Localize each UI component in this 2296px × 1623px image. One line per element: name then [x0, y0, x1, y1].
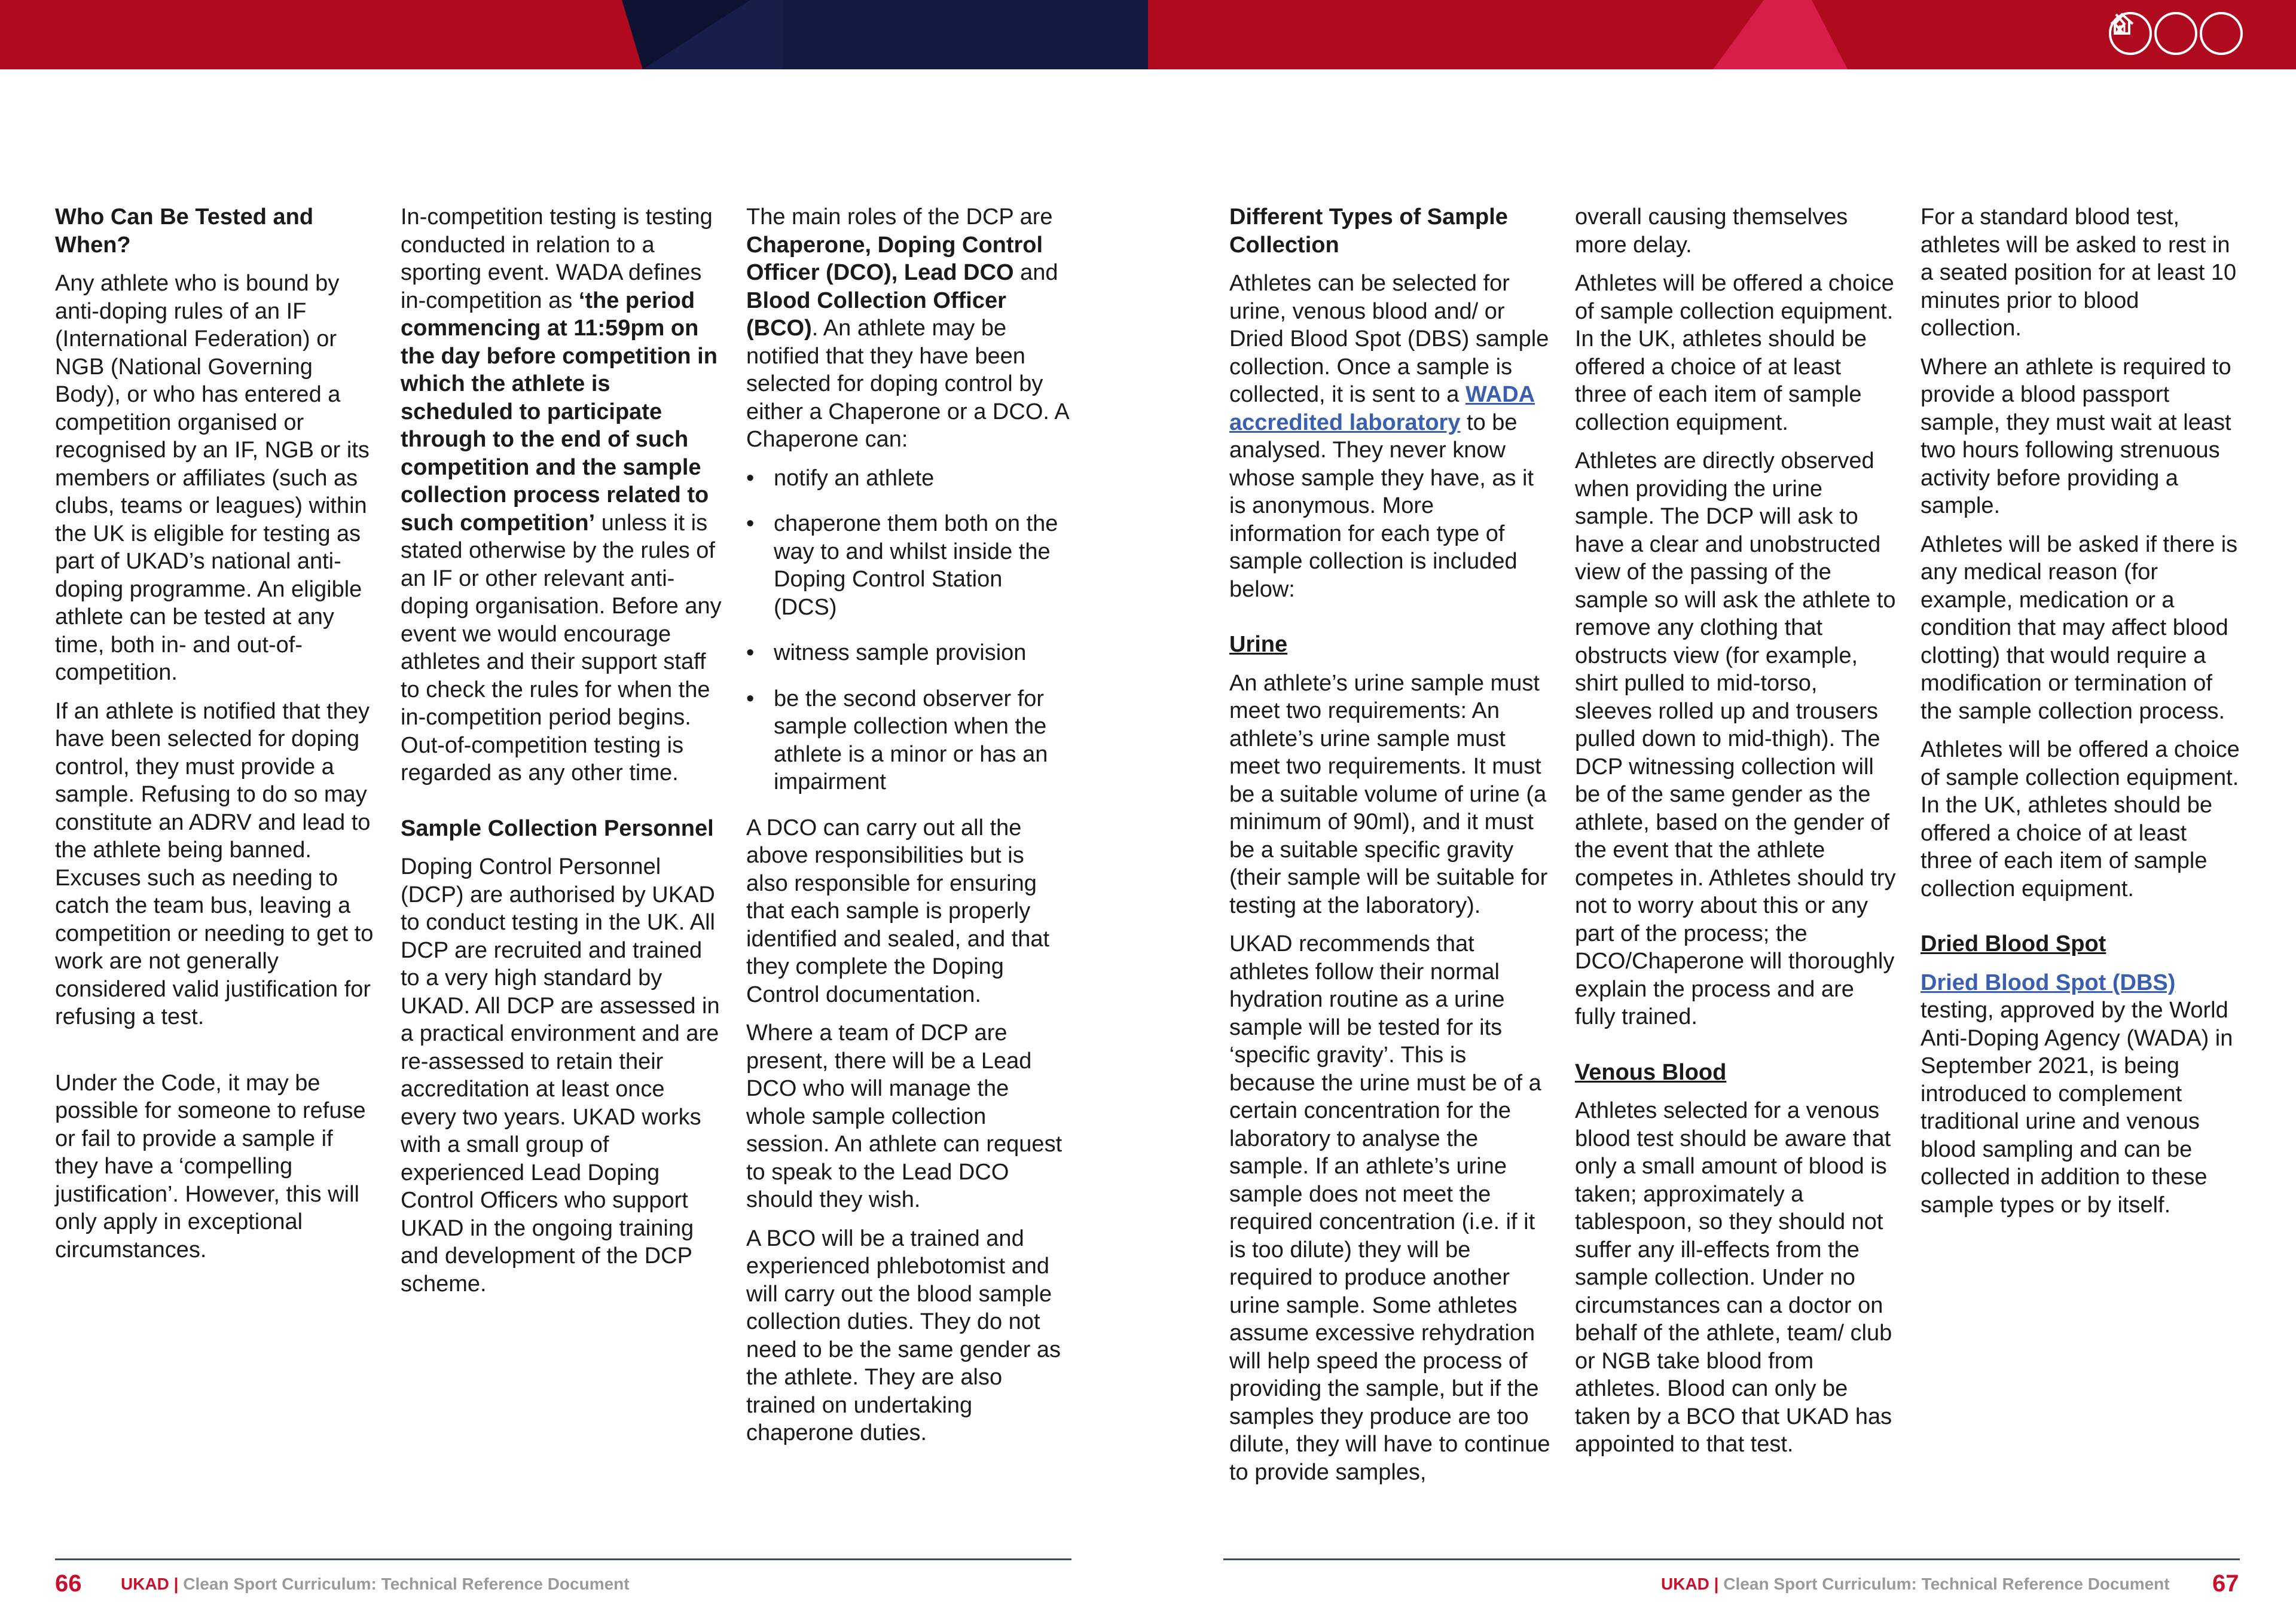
dried-blood-spot-link[interactable]: Dried Blood Spot (DBS) [1921, 970, 2176, 995]
document-title: Clean Sport Curriculum: Technical Reference Document [183, 1575, 630, 1593]
list-item: • be the second observer for sample collection when the athlete is a minor or has an impairment [746, 685, 1069, 796]
paragraph: Where an athlete is required to provide a blood passport sample, they must wait at least two hours following strenuous activity before providing a sample. [1921, 354, 2231, 518]
text: to be analysed. They never know whose sample they have, as it is anonymous. More information for each type of sample collection is included below: [1229, 409, 1534, 602]
paragraph: A DCO can carry out all the above responsibilities but is also responsible for ensuring that each sample is properly identified and sealed, and that they complete the Doping Control documentation. [746, 815, 1050, 1007]
text: The main roles of the DCP are [746, 204, 1053, 230]
home-button[interactable] [2154, 12, 2197, 55]
list-item: • chaperone them both on the way to and whilst inside the Doping Control Station (DCS) [746, 510, 1069, 621]
paragraph: Athletes will be asked if there is any medical reason (for example, medication or a condition that may affect blood clotting) that would require a modification or termination of the sample collection process. [1921, 531, 2238, 724]
top-banner [0, 0, 2296, 69]
org-name: UKAD [121, 1575, 169, 1593]
paragraph: Athletes will be offered a choice of sample collection equipment. In the UK, athletes should be offered a choice of at least three of each item of sample collection equipment. [1921, 737, 2240, 901]
section-heading-sample-types: Different Types of Sample Collection [1229, 204, 1508, 258]
separator: | [1709, 1575, 1724, 1593]
subheading-urine: Urine [1229, 632, 1288, 657]
paragraph: Any athlete who is bound by anti-doping rules of an IF (International Federation) or NGB (National Governing Body), or who has entered a competition organised or recognised by an IF, NGB or its members or affiliates (such as clubs, teams or leagues) within the UK is eligible for testing as part of UKAD’s national anti-doping programme. An eligible athlete can be tested at any time, both in- and out-of-competition. [55, 271, 370, 685]
paragraph-in-competition [401, 203, 723, 787]
bold-roles: Chaperone, Doping Control Officer (DCO), Lead DCO [746, 232, 1043, 285]
page-nav [2109, 12, 2246, 57]
column-6 [1921, 203, 2243, 1230]
paragraph: A BCO will be a trained and experienced phlebotomist and will carry out the blood sample collection duties. They do not need to be the same gender as the athlete. They are also trained on undertaking chaperone duties. [746, 1225, 1061, 1445]
section-heading-who-can-be-tested: Who Can Be Tested and When? [55, 204, 314, 258]
paragraph: UKAD recommends that athletes follow their normal hydration routine as a urine sample will be tested for its ‘specific gravity’. This is because the urine must be of a certain concentration for the laboratory to analyse the sample. If an athlete’s urine sample does not meet the required concentration (i.e. if it is too dilute) they will be required to produce another urine sample. Some athletes assume excessive rehydration will help speed the process of providing the sample, but if the samples they produce are too dilute, they will have to continue to provide samples, [1229, 931, 1550, 1485]
paragraph: If an athlete is notified that they have been selected for doping control, they must provide a sample. Refusing to do so may constitute an ADRV and lead to the athlete being banned. Excuses such as needing to catch the team bus, leaving a competition or needing to get to work are not generally considered valid justification for refusing a test. [55, 698, 374, 1029]
paragraph: An athlete’s urine sample must meet two requirements: An athlete’s urine sample must meet two requirements. It must be a suitable volume of urine (a minimum of 90ml), and it must be a suitable specific gravity (their sample will be suitable for testing at the laboratory). [1229, 670, 1548, 918]
bold-bco: Blood Collection Officer (BCO) [746, 288, 1006, 341]
footer-title-right [1661, 1572, 2170, 1596]
paragraph: Athletes will be offered a choice of sample collection equipment. In the UK, athletes should be offered a choice of at least three of each item of sample collection equipment. [1575, 271, 1894, 435]
column-4 [1229, 203, 1552, 1497]
text: . An athlete may be notified that they have been selected for doping control by either a Chaperone or a DCO. A Chaperone can: [746, 316, 1068, 452]
footer-title-left [121, 1572, 630, 1596]
paragraph: overall causing themselves more delay. [1575, 204, 1848, 258]
org-name: UKAD [1661, 1575, 1709, 1593]
section-heading-sample-collection-personnel: Sample Collection Personnel [401, 815, 714, 841]
list-item: • witness sample provision [746, 639, 1069, 667]
column-1 [55, 203, 378, 1274]
subheading-dried-blood-spot: Dried Blood Spot [1921, 931, 2106, 956]
text: unless it is stated otherwise by the rules of an IF or other relevant anti-doping organisation. Before any event we would encourage athletes and their support staff to check the rules for when the in-competition period begins. Out-of-competition testing is regarded as any other time. [401, 510, 722, 785]
text: In-competition testing is testing conducted in relation to a sporting event. WADA defines in-competition as [401, 204, 713, 313]
footer-rule-left [55, 1558, 1071, 1560]
column-5 [1575, 203, 1898, 1469]
column-3 [746, 203, 1069, 1458]
list-item: • notify an athlete [746, 464, 1069, 493]
paragraph-dbs [1921, 969, 2243, 1219]
subheading-venous-blood: Venous Blood [1575, 1059, 1727, 1085]
text: and [1013, 260, 1058, 285]
paragraph: Doping Control Personnel (DCP) are authorised by UKAD to conduct testing in the UK. All DCP are recruited and trained to a very high standard by UKAD. All DCP are assessed in a practical environment and are re-assessed to retain their accreditation at least once every two years. UKAD works with a small group of experienced Lead Doping Control Officers who support UKAD in the ongoing training and development of the DCP scheme. [401, 854, 720, 1297]
paragraph: Athletes are directly observed when providing the urine sample. The DCP will ask to have a clear and unobstructed view of the passing of the sample so will ask the athlete to remove any clothing that obstructs view (for example, shirt pulled to mid-torso, sleeves rolled up and trousers pulled down to mid-thigh). The DCP witnessing collection will be of the same gender as the athlete, based on the gender of the event that the athlete competes in. Athletes should try not to worry about this or any part of the process; the DCO/Chaperone will thoroughly explain the process and are fully trained. [1575, 448, 1896, 1029]
chaperone-duties-list [746, 464, 1069, 796]
separator: | [169, 1575, 184, 1593]
paragraph: Athletes selected for a venous blood test should be aware that only a small amount of blood is taken; approximately a tablespoon, so they should not suffer any ill-effects from the sample collection. Under no circumstances can a doctor on behalf of the athlete, team/ club or NGB take blood from athletes. Blood can only be taken by a BCO that UKAD has appointed to that test. [1575, 1098, 1892, 1457]
paragraph-dcp-roles [746, 203, 1069, 454]
paragraph: Where a team of DCP are present, there will be a Lead DCO who will manage the whole sample collection session. An athlete can request to speak to the Lead DCO should they wish. [746, 1020, 1062, 1212]
paragraph: For a standard blood test, athletes will be asked to rest in a seated position for at least 10 minutes prior to blood collection. [1921, 204, 2237, 341]
next-page-button[interactable] [2200, 12, 2243, 55]
wada-laboratory-link[interactable]: WADA accredited laboratory [1229, 382, 1535, 435]
paragraph: Under the Code, it may be possible for someone to refuse or fail to provide a sample if they have a ‘compelling justification’. However, this will only apply in exceptional circumstances. [55, 1070, 366, 1263]
page-number-left: 66 [55, 1570, 82, 1597]
footer-rule-right [1223, 1558, 2240, 1560]
text: Athletes can be selected for urine, venous blood and/ or Dried Blood Spot (DBS) sample collection. Once a sample is collected, it is sent to a [1229, 271, 1549, 407]
column-2 [401, 203, 723, 1309]
paragraph-selection [1229, 270, 1552, 603]
banner-graphic [0, 0, 2296, 69]
bold-definition: ‘the period commencing at 11:59pm on the day before competition in which the athlete is scheduled to participate through to the end of such competition and the sample collection process related to such competition’ [401, 288, 718, 536]
spacer [55, 1042, 378, 1069]
document-title: Clean Sport Curriculum: Technical Reference Document [1723, 1575, 2170, 1593]
chevron-right-icon [2109, 12, 2130, 36]
text: testing, approved by the World Anti-Doping Agency (WADA) in September 2021, is being introduced to complement traditional urine and venous blood sampling and can be collected in addition to these sample types or by itself. [1921, 998, 2233, 1218]
page-number-right: 67 [2212, 1570, 2239, 1597]
